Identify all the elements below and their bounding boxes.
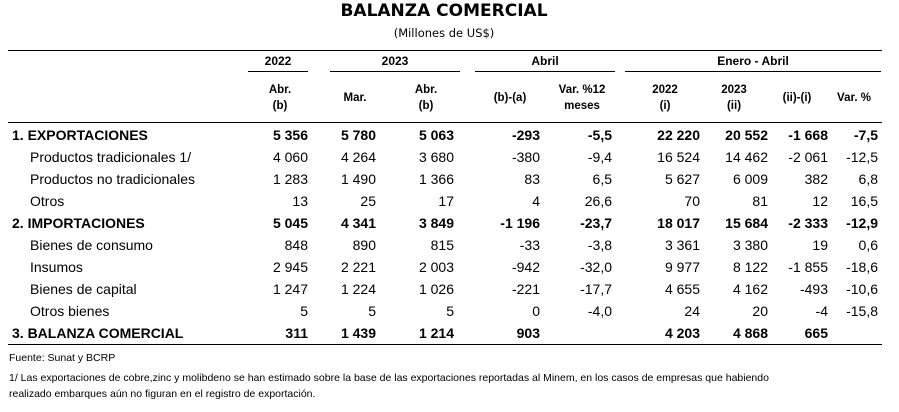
cell-ea-diff: 19 xyxy=(812,237,828,253)
col-abr-b-2023-l2: (b) xyxy=(418,100,434,112)
cell-abr-2022: 5 xyxy=(300,303,308,319)
cell-abr-2023: 17 xyxy=(438,193,454,209)
cell-abr-2022: 1 247 xyxy=(272,281,308,297)
top-rule xyxy=(8,50,882,51)
cell-abr-2023: 5 xyxy=(446,303,454,319)
cell-ea-diff: -1 855 xyxy=(788,259,828,275)
footnote-line-1: 1/ Las exportaciones de cobre,zinc y molibdeno se han estimado sobre la base de las exportaciones reportadas al Minem, en los casos de empresas que habiendo xyxy=(9,372,769,384)
cell-mar-2023: 5 xyxy=(368,303,376,319)
row-label: 1. EXPORTACIONES xyxy=(12,127,148,143)
group-2023-rule xyxy=(330,71,460,72)
cell-ea-var: -15,8 xyxy=(846,303,878,319)
cell-ea-diff: -4 xyxy=(815,303,828,319)
table-title: BALANZA COMERCIAL xyxy=(340,1,548,21)
cell-var12: -5,5 xyxy=(587,127,612,143)
cell-mar-2023: 1 439 xyxy=(340,325,376,341)
group-enero-abril-rule xyxy=(625,71,881,72)
cell-ea-2022: 4 203 xyxy=(664,325,700,341)
cell-mar-2023: 5 780 xyxy=(340,127,376,143)
footnote-line-2: realizado embarques aún no figuran en el registro de exportación. xyxy=(9,388,316,400)
cell-var12: 26,6 xyxy=(584,193,612,209)
row-label: 2. IMPORTACIONES xyxy=(12,215,145,231)
col-abr-b-2022-l2: (b) xyxy=(272,100,288,112)
row-label: Insumos xyxy=(30,259,83,275)
cell-mar-2023: 890 xyxy=(352,237,376,253)
cell-ea-2022: 5 627 xyxy=(664,171,700,187)
row-label: Bienes de consumo xyxy=(30,237,153,253)
group-2023: 2023 xyxy=(381,54,409,68)
group-2022-rule xyxy=(248,71,308,72)
row-label: Productos tradicionales 1/ xyxy=(30,149,192,165)
col-ea-2022 xyxy=(642,82,688,114)
cell-var12: -32,0 xyxy=(580,259,612,275)
cell-ea-var: 0,6 xyxy=(858,237,878,253)
cell-mar-2023: 25 xyxy=(360,193,376,209)
col-ea-2023-l2: (ii) xyxy=(726,100,742,112)
cell-abr-2023: 815 xyxy=(430,237,454,253)
table-subtitle: (Millones de US$) xyxy=(393,26,495,40)
cell-ea-2023: 14 462 xyxy=(725,149,768,165)
cell-abr-2022: 848 xyxy=(284,237,308,253)
header-rule xyxy=(8,122,882,123)
row-label: 3. BALANZA COMERCIAL xyxy=(12,325,184,341)
cell-diff: 4 xyxy=(532,193,540,209)
row-label: Productos no tradicionales xyxy=(30,171,195,187)
cell-ea-2023: 3 380 xyxy=(732,237,768,253)
cell-ea-2023: 8 122 xyxy=(732,259,768,275)
cell-abr-2023: 1 214 xyxy=(418,325,454,341)
bottom-rule xyxy=(8,344,882,345)
col-ea-2022-l1: 2022 xyxy=(652,84,678,96)
cell-mar-2023: 4 341 xyxy=(340,215,376,231)
cell-abr-2022: 2 945 xyxy=(272,259,308,275)
col-ea-2022-l2: (i) xyxy=(659,100,671,112)
cell-ea-2022: 24 xyxy=(684,303,700,319)
cell-ea-2022: 22 220 xyxy=(657,127,700,143)
cell-ea-diff: 665 xyxy=(804,325,828,341)
cell-ea-2023: 4 868 xyxy=(732,325,768,341)
row-label: Bienes de capital xyxy=(30,281,137,297)
cell-diff: -1 196 xyxy=(500,215,540,231)
cell-ea-2022: 9 977 xyxy=(664,259,700,275)
cell-mar-2023: 4 264 xyxy=(340,149,376,165)
row-label: Otros bienes xyxy=(30,303,110,319)
cell-ea-var: 6,8 xyxy=(858,171,878,187)
cell-abr-2022: 311 xyxy=(285,325,308,341)
col-abr-b-2022 xyxy=(252,82,308,114)
cell-abr-2022: 13 xyxy=(292,193,308,209)
cell-ea-diff: -2 061 xyxy=(788,149,828,165)
cell-abr-2022: 5 045 xyxy=(272,215,308,231)
cell-ea-var: -18,6 xyxy=(846,259,878,275)
cell-ea-2022: 18 017 xyxy=(657,215,700,231)
cell-var12: -23,7 xyxy=(580,215,612,231)
cell-ea-var: 16,5 xyxy=(850,193,878,209)
cell-ea-2022: 3 361 xyxy=(664,237,700,253)
col-var12-l1: Var. %12 xyxy=(558,84,606,96)
col-diff: (b)-(a) xyxy=(493,92,527,104)
col-ea-var: Var. % xyxy=(837,92,871,104)
cell-abr-2023: 1 026 xyxy=(418,281,454,297)
cell-mar-2023: 1 490 xyxy=(340,171,376,187)
cell-diff: 83 xyxy=(524,171,540,187)
col-abr-b-2023 xyxy=(398,82,454,114)
cell-var12: -4,0 xyxy=(587,303,612,319)
cell-diff: -33 xyxy=(519,237,540,253)
cell-ea-2023: 81 xyxy=(752,193,768,209)
source-note: Fuente: Sunat y BCRP xyxy=(9,352,116,364)
col-var12-l2: meses xyxy=(564,100,600,112)
cell-ea-diff: -493 xyxy=(799,281,828,297)
cell-ea-2023: 4 162 xyxy=(732,281,768,297)
cell-abr-2022: 5 356 xyxy=(272,127,308,143)
group-abril: Abril xyxy=(531,54,559,68)
col-abr-b-2023-l1: Abr. xyxy=(414,84,438,96)
group-2022: 2022 xyxy=(264,54,292,68)
cell-abr-2023: 1 366 xyxy=(418,171,454,187)
col-ea-diff: (ii)-(i) xyxy=(782,92,812,104)
cell-diff: -942 xyxy=(511,259,540,275)
cell-ea-2023: 6 009 xyxy=(732,171,768,187)
cell-diff: -221 xyxy=(511,281,540,297)
cell-var12: -17,7 xyxy=(580,281,612,297)
cell-abr-2023: 2 003 xyxy=(418,259,454,275)
col-abr-b-2022-l1: Abr. xyxy=(268,84,292,96)
cell-abr-2023: 3 680 xyxy=(418,149,454,165)
cell-ea-2023: 20 xyxy=(752,303,768,319)
cell-abr-2022: 1 283 xyxy=(272,171,308,187)
cell-ea-diff: 12 xyxy=(812,193,828,209)
cell-ea-var: -7,5 xyxy=(853,127,878,143)
cell-ea-diff: 382 xyxy=(804,171,828,187)
col-var12 xyxy=(548,82,616,114)
cell-ea-2022: 16 524 xyxy=(657,149,700,165)
cell-diff: 0 xyxy=(532,303,540,319)
cell-ea-diff: -2 333 xyxy=(788,215,828,231)
group-abril-rule xyxy=(475,71,615,72)
cell-var12: -3,8 xyxy=(587,237,612,253)
cell-abr-2022: 4 060 xyxy=(272,149,308,165)
col-ea-2023 xyxy=(711,82,757,114)
cell-abr-2023: 3 849 xyxy=(418,215,454,231)
cell-ea-diff: -1 668 xyxy=(788,127,828,143)
col-ea-2023-l1: 2023 xyxy=(721,84,747,96)
cell-ea-2022: 70 xyxy=(684,193,700,209)
cell-var12: -9,4 xyxy=(587,149,612,165)
cell-var12: 6,5 xyxy=(592,171,612,187)
cell-abr-2023: 5 063 xyxy=(418,127,454,143)
cell-ea-2022: 4 655 xyxy=(664,281,700,297)
col-mar: Mar. xyxy=(343,92,367,104)
group-enero-abril: Enero - Abril xyxy=(717,54,789,68)
cell-ea-2023: 20 552 xyxy=(725,127,768,143)
cell-diff: 903 xyxy=(516,325,540,341)
cell-ea-2023: 15 684 xyxy=(725,215,768,231)
cell-mar-2023: 1 224 xyxy=(340,281,376,297)
cell-ea-var: -12,5 xyxy=(846,149,878,165)
cell-ea-var: -12,9 xyxy=(846,215,878,231)
cell-diff: -380 xyxy=(511,149,540,165)
cell-mar-2023: 2 221 xyxy=(340,259,376,275)
row-label: Otros xyxy=(30,193,65,209)
cell-diff: -293 xyxy=(511,127,540,143)
cell-ea-var: -10,6 xyxy=(846,281,878,297)
